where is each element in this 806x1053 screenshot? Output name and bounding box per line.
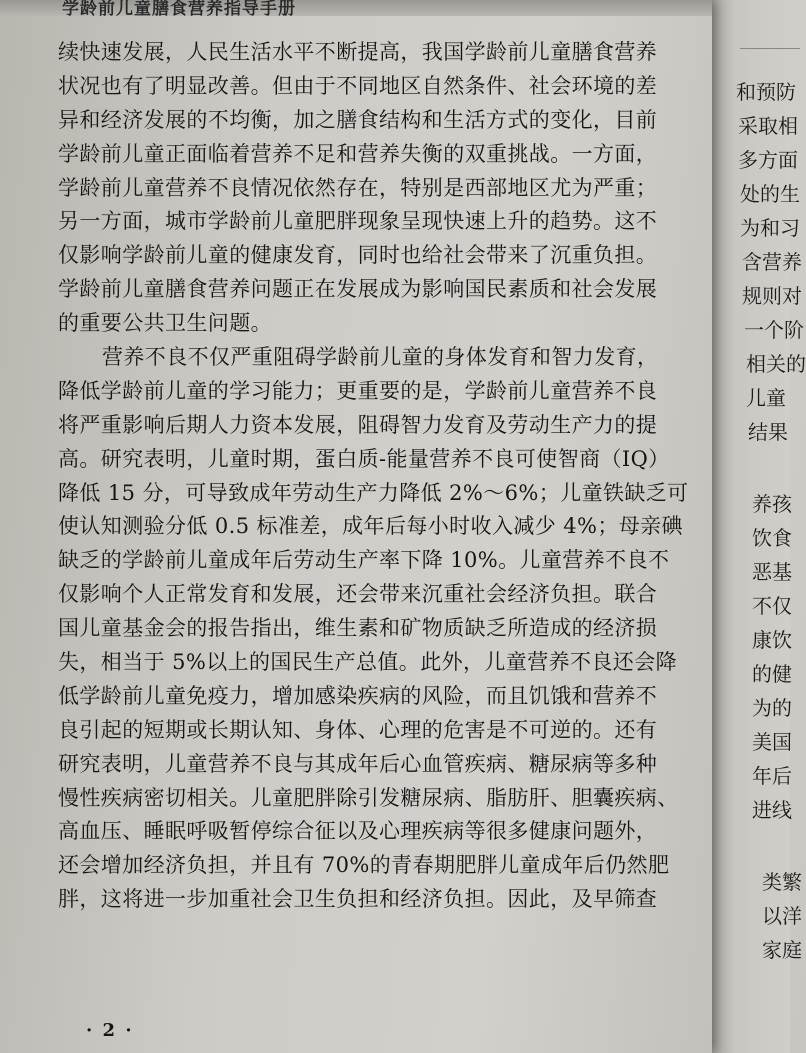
right-page-fragment: 一个阶 xyxy=(744,318,804,342)
right-page-fragment: 年后 xyxy=(752,764,792,788)
text-line: 另一方面，城市学龄前儿童肥胖现象呈现快速上升的趋势。这不 xyxy=(58,209,658,234)
header-band xyxy=(0,0,712,19)
text-line: 降低 15 分，可导致成年劳动生产力降低 2%～6%；儿童铁缺乏可 xyxy=(58,480,689,505)
page-number: · 2 · xyxy=(86,1020,134,1041)
right-page-fragment: 饮食 xyxy=(752,526,792,550)
body-text xyxy=(58,36,698,917)
divider xyxy=(740,48,800,49)
text-line: 异和经济发展的不均衡，加之膳食结构和生活方式的变化，目前 xyxy=(58,107,658,132)
right-page-fragment: 恶基 xyxy=(752,560,792,584)
text-line: 仅影响个人正常发育和发展，还会带来沉重社会经济负担。联合 xyxy=(58,582,658,607)
right-page-fragment: 和预防 xyxy=(736,80,796,104)
text-line: 学龄前儿童正面临着营养不足和营养失衡的双重挑战。一方面， xyxy=(58,141,658,166)
text-line: 国儿童基金会的报告指出，维生素和矿物质缺乏所造成的经济损 xyxy=(58,616,658,641)
text-line: 营养不良不仅严重阻碍学龄前儿童的身体发育和智力发育， xyxy=(102,345,659,370)
right-page-fragment: 美国 xyxy=(752,730,792,754)
right-page-fragment: 多方面 xyxy=(738,148,798,172)
right-page-fragment: 为和习 xyxy=(740,216,800,240)
text-line: 状况也有了明显改善。但由于不同地区自然条件、社会环境的差 xyxy=(58,73,658,98)
text-line: 低学龄前儿童免疫力，增加感染疾病的风险，而且饥饿和营养不 xyxy=(58,683,658,708)
right-page-fragment: 康饮 xyxy=(752,628,792,652)
right-page-fragment: 的健 xyxy=(752,662,792,686)
text-line: 缺乏的学龄前儿童成年后劳动生产率下降 10%。儿童营养不良不 xyxy=(58,548,670,573)
right-page-fragment: 相关的 xyxy=(746,352,806,376)
right-page-fragment: 以洋 xyxy=(762,904,802,928)
right-page-fragment: 含营养 xyxy=(742,250,802,274)
text-line: 慢性疾病密切相关。儿童肥胖除引发糖尿病、脂肪肝、胆囊疾病、 xyxy=(58,785,679,810)
text-line: 仅影响学龄前儿童的健康发育，同时也给社会带来了沉重负担。 xyxy=(58,243,658,268)
text-line: 学龄前儿童营养不良情况依然存在，特别是西部地区尤为严重； xyxy=(58,175,658,200)
text-line: 还会增加经济负担，并且有 70%的青春期肥胖儿童成年后仍然肥 xyxy=(58,853,670,878)
text-line: 失，相当于 5%以上的国民生产总值。此外，儿童营养不良还会降 xyxy=(58,650,677,675)
text-line: 高。研究表明，儿童时期，蛋白质-能量营养不良可使智商（IQ） xyxy=(58,446,670,471)
text-line: 研究表明，儿童营养不良与其成年后心血管疾病、糖尿病等多种 xyxy=(58,751,658,776)
right-page-fragment: 结果 xyxy=(748,420,788,444)
text-line: 续快速发展，人民生活水平不断提高，我国学龄前儿童膳食营养 xyxy=(58,40,658,64)
right-page-fragment: 儿童 xyxy=(746,386,786,410)
right-page-fragment: 家庭 xyxy=(762,938,802,962)
right-page-fragment: 养孩 xyxy=(752,492,792,516)
text-line: 降低学龄前儿童的学习能力；更重要的是，学龄前儿童营养不良 xyxy=(58,378,658,403)
text-line: 胖，这将进一步加重社会卫生负担和经济负担。因此，及早筛查 xyxy=(58,887,658,912)
text-line: 使认知测验分低 0.5 标准差，成年后每小时收入减少 4%；母亲碘 xyxy=(58,514,683,539)
right-page-fragment: 类繁 xyxy=(762,870,802,894)
right-page-fragment: 为的 xyxy=(752,696,792,720)
right-page-fragment: 规则对 xyxy=(742,284,802,308)
right-page-fragment: 处的生 xyxy=(740,182,800,206)
text-line: 高血压、睡眠呼吸暂停综合征以及心理疾病等很多健康问题外， xyxy=(58,819,658,844)
text-line: 将严重影响后期人力资本发展，阻碍智力发育及劳动生产力的提 xyxy=(58,412,658,437)
text-line: 学龄前儿童膳食营养问题正在发展成为影响国民素质和社会发展 xyxy=(58,277,658,302)
right-page-fragment: 不仅 xyxy=(752,594,792,618)
right-page-fragment: 采取相 xyxy=(738,114,798,138)
right-page xyxy=(712,0,806,1053)
right-page-fragment: 进线 xyxy=(752,798,792,822)
text-line: 良引起的短期或长期认知、身体、心理的危害是不可逆的。还有 xyxy=(58,717,658,742)
running-head: 学龄前儿童膳食营养指导手册 xyxy=(62,0,296,19)
text-line: 的重要公共卫生问题。 xyxy=(58,311,272,336)
